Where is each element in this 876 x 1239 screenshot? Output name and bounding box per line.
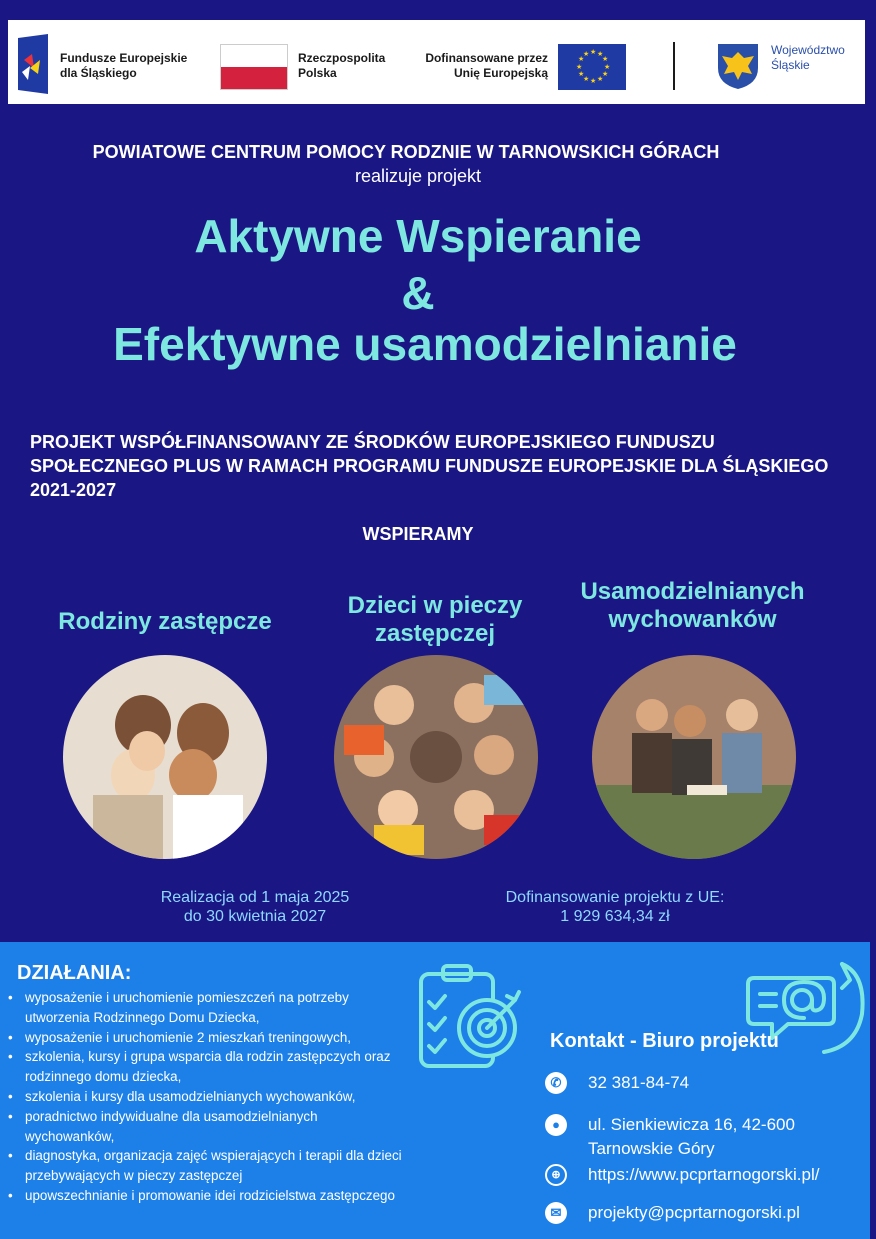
rp-logo-line2: Polska [298, 66, 337, 80]
cofinancing-info [470, 888, 760, 926]
envelope-icon: ✉ [545, 1202, 567, 1224]
svg-text:★: ★ [590, 48, 597, 56]
slask-logo-text [771, 43, 845, 73]
project-title-line1: Aktywne Wspieranie [194, 210, 642, 262]
svg-text:★: ★ [590, 77, 597, 85]
group-foster-families: Rodziny zastępcze [58, 608, 272, 635]
list-item: • diagnostyka, organizacja zajęć wspierających i terapii dla dzieci przebywających w pieczy zastępczej [8, 1146, 408, 1186]
realization-line1: Realizacja od 1 maja 2025 [160, 889, 350, 906]
activities-list [8, 988, 408, 1206]
fundusze-europejskie-logo-icon [18, 34, 48, 94]
rp-logo-text [298, 51, 385, 81]
phone-icon: ✆ [545, 1072, 567, 1094]
list-item: • upowszechnianie i promowanie idei rodzicielstwa zastępczego [8, 1186, 408, 1206]
clipboard-target-icon [415, 962, 525, 1072]
polish-flag-icon [220, 44, 288, 90]
fe-logo-line1: Fundusze Europejskie [60, 51, 188, 65]
address-line2: Tarnowskie Góry [588, 1139, 715, 1158]
logo-bar [8, 20, 865, 104]
svg-text:★: ★ [602, 70, 609, 78]
realization-period [110, 888, 400, 926]
fe-logo-line2: dla Śląskiego [60, 66, 137, 80]
svg-text:★: ★ [578, 70, 585, 78]
svg-text:★: ★ [576, 63, 583, 71]
cofinancing-label: Dofinansowanie projektu z UE: [505, 889, 725, 906]
activities-title: DZIAŁANIA: [17, 962, 132, 984]
logo-divider [673, 42, 675, 90]
fe-logo-text [60, 51, 187, 81]
list-item: • wyposażenie i uruchomienie pomieszczeń na potrzeby utworzenia Rodzinnego Domu Dziecka, [8, 988, 408, 1028]
svg-text:★: ★ [583, 75, 590, 83]
eu-logo-text [418, 51, 548, 81]
contact-address [588, 1113, 795, 1161]
project-title-line3: Efektywne usamodzielnianie [113, 318, 737, 370]
realization-line2: do 30 kwietnia 2027 [183, 908, 327, 925]
group-independent-wards: Usamodzielnianych wychowanków [580, 578, 805, 633]
slask-logo-line2: Śląskie [771, 58, 810, 72]
organization-subtitle: realizuje projekt [354, 166, 482, 186]
contact-email-link[interactable]: projekty@pcprtarnogorski.pl [588, 1203, 800, 1222]
svg-text:★: ★ [597, 50, 604, 58]
project-title-ampersand: & [401, 267, 435, 319]
organization-name: POWIATOWE CENTRUM POMOCY RODZNIE W TARNOWSKICH GÓRACH [92, 142, 720, 162]
eu-flag-icon [558, 44, 626, 90]
cofinancing-amount: 1 929 634,34 zł [560, 908, 670, 925]
group-children-foster-care: Dzieci w pieczy zastępczej [347, 592, 523, 647]
slask-logo-line1: Województwo [771, 43, 845, 57]
list-item: • wyposażenie i uruchomienie 2 mieszkań treningowych, [8, 1028, 408, 1048]
funding-statement: PROJEKT WSPÓŁFINANSOWANY ZE ŚRODKÓW EUROPEJSKIEGO FUNDUSZU SPOŁECZNEGO PLUS W RAMACH PROGRAMU FUNDUSZE EUROPEJSKIE DLA ŚLĄSKIEGO 2021-2027 [30, 432, 829, 500]
globe-icon: ⊕ [545, 1164, 567, 1186]
children-circle-photo [334, 655, 538, 859]
list-item: • poradnictwo indywidualne dla usamodzielnianych wychowanków, [8, 1107, 408, 1147]
location-pin-icon: ● [545, 1114, 567, 1136]
eu-logo-line2: Unię Europejską [453, 66, 548, 80]
address-line1: ul. Sienkiewicza 16, 42-600 [588, 1115, 795, 1134]
svg-text:★: ★ [602, 55, 609, 63]
contact-website-link[interactable]: https://www.pcprtarnogorski.pl/ [588, 1165, 820, 1184]
list-item: • szkolenia, kursy i grupa wsparcia dla rodzin zastępczych oraz rodzinnego domu dziecka, [8, 1047, 408, 1087]
svg-text:★: ★ [604, 63, 611, 71]
foster-family-photo [63, 655, 267, 859]
svg-text:★: ★ [578, 55, 585, 63]
bottom-panel [0, 942, 870, 1239]
svg-text:★: ★ [583, 50, 590, 58]
contact-title: Kontakt - Biuro projektu [550, 1030, 779, 1052]
eu-logo-line1: Dofinansowane przez [425, 51, 548, 65]
svg-text:★: ★ [597, 75, 604, 83]
silesia-eagle-crest-icon [716, 42, 760, 90]
list-item: • szkolenia i kursy dla usamodzielnianych wychowanków, [8, 1087, 408, 1107]
contact-phone[interactable]: 32 381-84-74 [588, 1073, 690, 1092]
rp-logo-line1: Rzeczpospolita [298, 51, 386, 65]
support-heading: WSPIERAMY [362, 524, 474, 544]
students-studying-photo [592, 655, 796, 859]
